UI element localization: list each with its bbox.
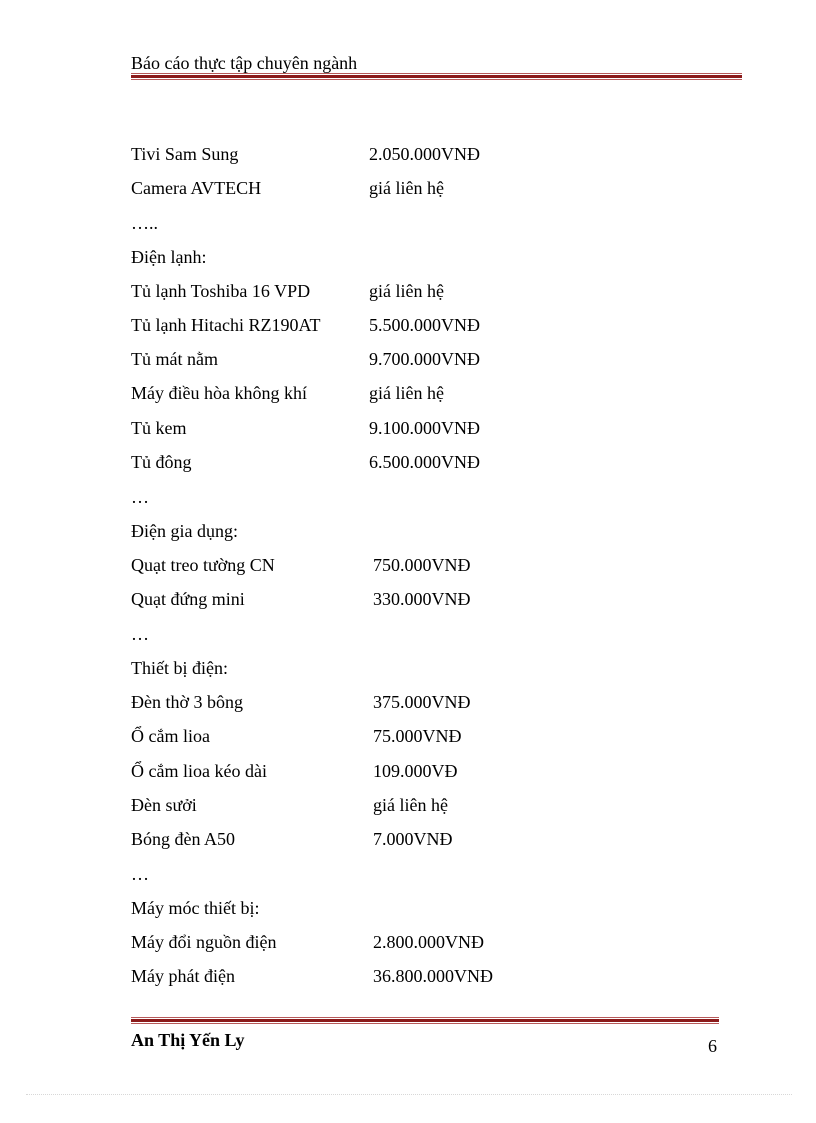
item-name: Tủ đông bbox=[131, 452, 192, 472]
item-name: Ổ cắm lioa bbox=[131, 726, 210, 746]
item-price: 2.050.000VNĐ bbox=[369, 144, 480, 164]
item-name: Quạt treo tường CN bbox=[131, 555, 275, 575]
item-price: 9.100.000VNĐ bbox=[369, 418, 480, 438]
header-rule bbox=[131, 73, 742, 81]
item-name: … bbox=[131, 487, 149, 507]
item-name: Đèn thờ 3 bông bbox=[131, 692, 244, 712]
page-edge-divider bbox=[26, 1094, 792, 1095]
item-price: 330.000VNĐ bbox=[373, 589, 471, 609]
item-name: Máy phát điện bbox=[131, 966, 235, 986]
item-price: 36.800.000VNĐ bbox=[373, 966, 493, 986]
item-price: 375.000VNĐ bbox=[373, 692, 471, 712]
item-name: ….. bbox=[131, 213, 158, 233]
item-name: Tủ lạnh Hitachi RZ190AT bbox=[131, 315, 321, 335]
footer-author: An Thị Yến Ly bbox=[131, 1030, 245, 1050]
footer-rule-thin bbox=[131, 1017, 719, 1018]
item-price: 5.500.000VNĐ bbox=[369, 315, 480, 335]
item-price: 7.000VNĐ bbox=[373, 829, 453, 849]
item-price: giá liên hệ bbox=[369, 383, 444, 403]
item-price: giá liên hệ bbox=[373, 795, 448, 815]
item-price: 6.500.000VNĐ bbox=[369, 452, 480, 472]
header-rule-thin-bottom bbox=[131, 79, 742, 80]
item-price: 750.000VNĐ bbox=[373, 555, 471, 575]
header-rule-thin bbox=[131, 73, 742, 74]
page-number: 6 bbox=[708, 1036, 717, 1056]
item-name: Máy đổi nguồn điện bbox=[131, 932, 277, 952]
item-name: Ổ cắm lioa kéo dài bbox=[131, 761, 267, 781]
item-name: Đèn sưởi bbox=[131, 795, 197, 815]
page-header-title: Báo cáo thực tập chuyên ngành bbox=[131, 53, 358, 73]
item-price: 2.800.000VNĐ bbox=[373, 932, 484, 952]
item-price: 109.000VĐ bbox=[373, 761, 458, 781]
footer-rule-thick bbox=[131, 1019, 719, 1022]
item-price: 9.700.000VNĐ bbox=[369, 349, 480, 369]
footer-rule bbox=[131, 1017, 719, 1025]
item-price: giá liên hệ bbox=[369, 178, 444, 198]
item-name: Tủ kem bbox=[131, 418, 187, 438]
item-name: Tivi Sam Sung bbox=[131, 144, 239, 164]
item-price: giá liên hệ bbox=[369, 281, 444, 301]
item-name: Máy móc thiết bị: bbox=[131, 898, 260, 918]
item-name: Quạt đứng mini bbox=[131, 589, 245, 609]
item-name: Tủ lạnh Toshiba 16 VPD bbox=[131, 281, 311, 301]
item-name: Điện lạnh: bbox=[131, 247, 207, 267]
item-name: Thiết bị điện: bbox=[131, 658, 228, 678]
item-name: Điện gia dụng: bbox=[131, 521, 238, 541]
item-name: … bbox=[131, 864, 149, 884]
header-rule-thick bbox=[131, 75, 742, 78]
item-name: Máy điều hòa không khí bbox=[131, 383, 307, 403]
item-name: Tủ mát nằm bbox=[131, 349, 218, 369]
footer-rule-thin-bottom bbox=[131, 1023, 719, 1024]
item-name: Bóng đèn A50 bbox=[131, 829, 236, 849]
item-price: 75.000VNĐ bbox=[373, 726, 462, 746]
item-name: Camera AVTECH bbox=[131, 178, 262, 198]
item-name: … bbox=[131, 624, 149, 644]
